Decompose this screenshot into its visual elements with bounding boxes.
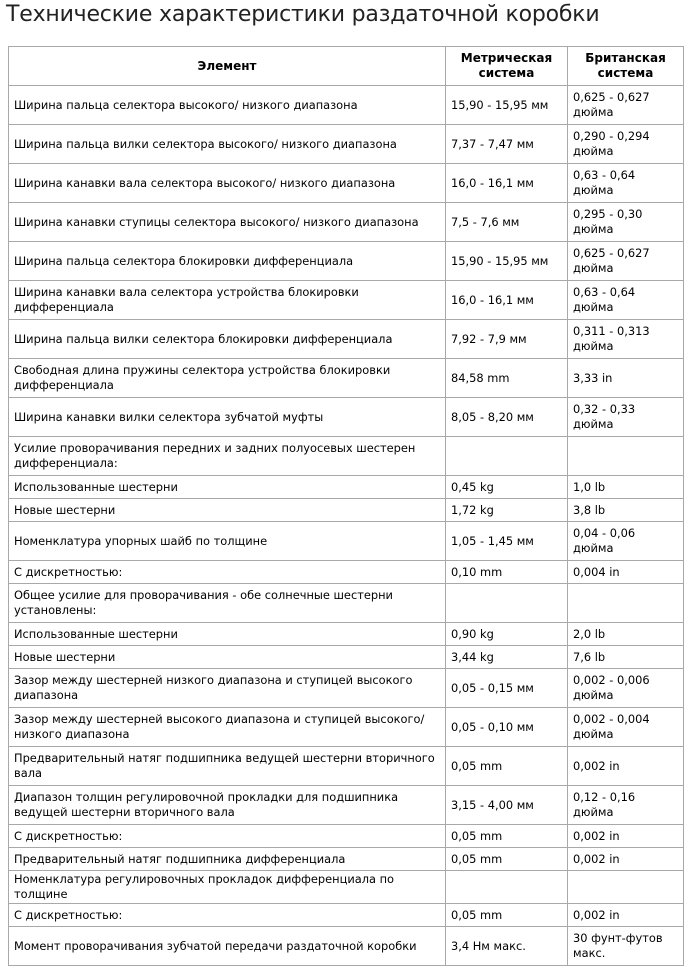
table-row [9, 499, 684, 522]
table-row [9, 646, 684, 669]
cell-element: Зазор между шестерней низкого диапазона и ступицей высокого диапазона [9, 669, 446, 708]
table-row [9, 164, 684, 203]
table-body [9, 86, 684, 966]
cell-imperial: 0,295 - 0,30 дюйма [568, 203, 684, 242]
cell-element: Усилие проворачивания передних и задних полуосевых шестерен дифференциала: [9, 437, 446, 476]
cell-element: Ширина пальца селектора блокировки дифференциала [9, 242, 446, 281]
header-element: Элемент [9, 47, 446, 86]
table-row [9, 281, 684, 320]
cell-metric: 0,05 mm [446, 904, 568, 927]
cell-imperial [568, 584, 684, 623]
cell-imperial: 0,625 - 0,627 дюйма [568, 86, 684, 125]
table-header [9, 47, 684, 86]
table-row [9, 125, 684, 164]
cell-metric: 15,90 - 15,95 мм [446, 242, 568, 281]
cell-imperial: 7,6 lb [568, 646, 684, 669]
cell-imperial: 0,002 - 0,006 дюйма [568, 669, 684, 708]
cell-imperial: 0,311 - 0,313 дюйма [568, 320, 684, 359]
cell-element: Ширина канавки ступицы селектора высокого/ низкого диапазона [9, 203, 446, 242]
cell-imperial: 0,004 in [568, 561, 684, 584]
cell-imperial: 0,290 - 0,294 дюйма [568, 125, 684, 164]
cell-element: Свободная длина пружины селектора устройства блокировки дифференциала [9, 359, 446, 398]
cell-metric [446, 871, 568, 904]
table-row [9, 320, 684, 359]
table-row [9, 747, 684, 786]
cell-imperial: 0,625 - 0,627 дюйма [568, 242, 684, 281]
header-imperial: Британская система [568, 47, 684, 86]
table-row [9, 904, 684, 927]
cell-imperial: 0,12 - 0,16 дюйма [568, 786, 684, 825]
cell-metric: 0,45 kg [446, 476, 568, 499]
table-row [9, 86, 684, 125]
cell-element: Новые шестерни [9, 499, 446, 522]
cell-element: Ширина пальца вилки селектора блокировки дифференциала [9, 320, 446, 359]
cell-element: Момент проворачивания зубчатой передачи раздаточной коробки [9, 927, 446, 966]
cell-metric: 8,05 - 8,20 мм [446, 398, 568, 437]
table-row [9, 623, 684, 646]
cell-imperial: 0,32 - 0,33 дюйма [568, 398, 684, 437]
cell-imperial: 0,002 - 0,004 дюйма [568, 708, 684, 747]
cell-element: Предварительный натяг подшипника ведущей шестерни вторичного вала [9, 747, 446, 786]
cell-imperial: 3,8 lb [568, 499, 684, 522]
header-metric: Метрическая система [446, 47, 568, 86]
cell-element: Номенклатура регулировочных прокладок дифференциала по толщине [9, 871, 446, 904]
cell-element: С дискретностью: [9, 904, 446, 927]
spec-table [8, 46, 684, 966]
table-row [9, 825, 684, 848]
table-row [9, 522, 684, 561]
cell-imperial: 0,63 - 0,64 дюйма [568, 281, 684, 320]
cell-metric: 1,05 - 1,45 мм [446, 522, 568, 561]
cell-element: Ширина канавки вилки селектора зубчатой муфты [9, 398, 446, 437]
cell-imperial: 0,002 in [568, 825, 684, 848]
page-title: Технические характеристики раздаточной коробки [6, 2, 600, 27]
cell-imperial: 1,0 lb [568, 476, 684, 499]
cell-element: Ширина пальца селектора высокого/ низкого диапазона [9, 86, 446, 125]
table-row [9, 398, 684, 437]
cell-element: Зазор между шестерней высокого диапазона и ступицей высокого/ низкого диапазона [9, 708, 446, 747]
cell-element: Диапазон толщин регулировочной прокладки для подшипника ведущей шестерни вторичного вала [9, 786, 446, 825]
cell-imperial: 0,04 - 0,06 дюйма [568, 522, 684, 561]
cell-metric: 0,05 mm [446, 747, 568, 786]
table-row [9, 242, 684, 281]
table-row [9, 669, 684, 708]
table-row [9, 848, 684, 871]
cell-metric: 16,0 - 16,1 мм [446, 164, 568, 203]
cell-metric: 1,72 kg [446, 499, 568, 522]
cell-imperial: 0,002 in [568, 848, 684, 871]
cell-metric: 7,37 - 7,47 мм [446, 125, 568, 164]
cell-metric: 3,4 Нм макс. [446, 927, 568, 966]
cell-imperial [568, 437, 684, 476]
table-row [9, 476, 684, 499]
cell-imperial: 0,63 - 0,64 дюйма [568, 164, 684, 203]
table-row [9, 437, 684, 476]
cell-element: С дискретностью: [9, 825, 446, 848]
table-row [9, 927, 684, 966]
cell-imperial [568, 871, 684, 904]
cell-metric: 0,05 - 0,10 мм [446, 708, 568, 747]
cell-element: Новые шестерни [9, 646, 446, 669]
table-row [9, 359, 684, 398]
table-row [9, 871, 684, 904]
cell-metric [446, 584, 568, 623]
cell-metric: 7,92 - 7,9 мм [446, 320, 568, 359]
table-row [9, 584, 684, 623]
table-row [9, 561, 684, 584]
cell-element: Ширина канавки вала селектора устройства блокировки дифференциала [9, 281, 446, 320]
cell-metric: 7,5 - 7,6 мм [446, 203, 568, 242]
cell-imperial: 0,002 in [568, 904, 684, 927]
cell-element: Использованные шестерни [9, 623, 446, 646]
cell-metric: 0,05 - 0,15 мм [446, 669, 568, 708]
cell-element: Предварительный натяг подшипника дифференциала [9, 848, 446, 871]
cell-metric: 3,44 kg [446, 646, 568, 669]
cell-metric: 16,0 - 16,1 мм [446, 281, 568, 320]
cell-metric: 84,58 mm [446, 359, 568, 398]
cell-element: С дискретностью: [9, 561, 446, 584]
table-row [9, 708, 684, 747]
cell-element: Ширина канавки вала селектора высокого/ низкого диапазона [9, 164, 446, 203]
cell-metric: 0,10 mm [446, 561, 568, 584]
cell-metric: 15,90 - 15,95 мм [446, 86, 568, 125]
cell-element: Общее усилие для проворачивания - обе солнечные шестерни установлены: [9, 584, 446, 623]
cell-element: Использованные шестерни [9, 476, 446, 499]
cell-metric: 0,90 kg [446, 623, 568, 646]
cell-imperial: 2,0 lb [568, 623, 684, 646]
table-row [9, 786, 684, 825]
cell-metric: 0,05 mm [446, 825, 568, 848]
cell-imperial: 3,33 in [568, 359, 684, 398]
cell-imperial: 30 фунт-футов макс. [568, 927, 684, 966]
cell-metric: 3,15 - 4,00 мм [446, 786, 568, 825]
cell-metric [446, 437, 568, 476]
cell-element: Номенклатура упорных шайб по толщине [9, 522, 446, 561]
cell-metric: 0,05 mm [446, 848, 568, 871]
cell-element: Ширина пальца вилки селектора высокого/ низкого диапазона [9, 125, 446, 164]
cell-imperial: 0,002 in [568, 747, 684, 786]
table-row [9, 203, 684, 242]
